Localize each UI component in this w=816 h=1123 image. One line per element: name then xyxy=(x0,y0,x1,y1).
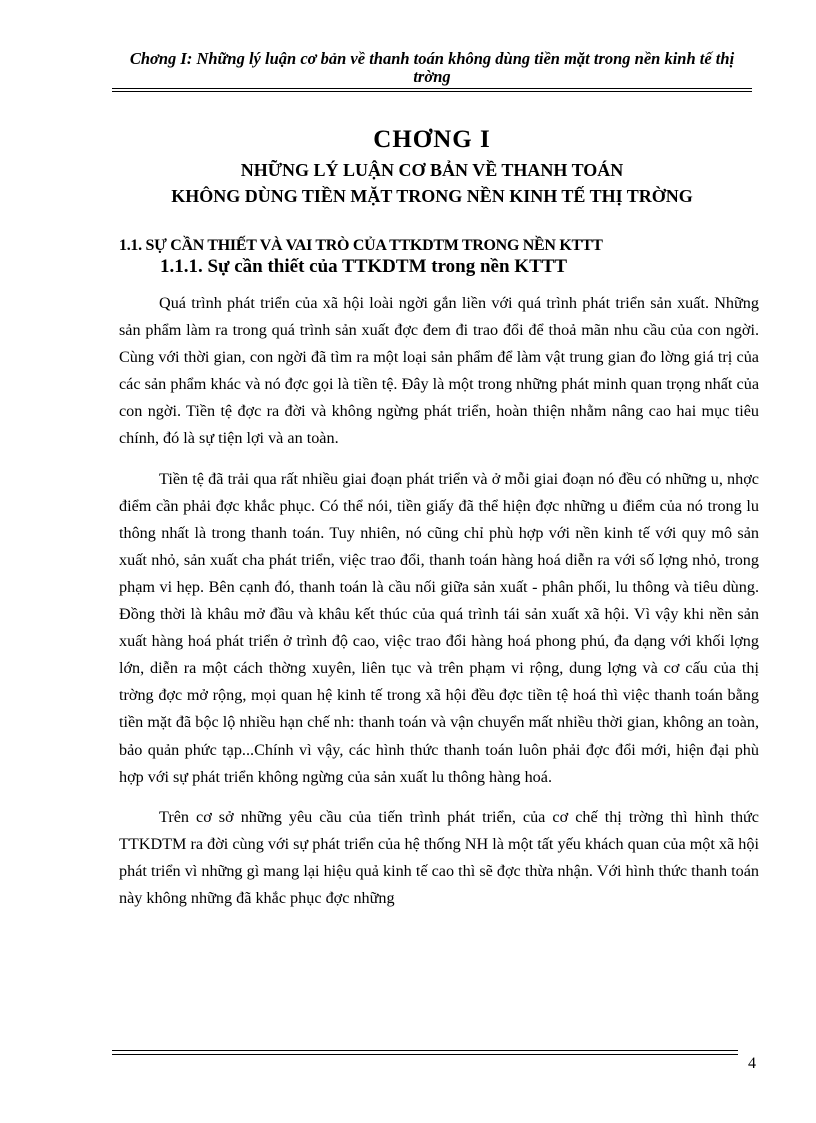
paragraph-2: Tiền tệ đã trải qua rất nhiều giai đoạn phát triển và ở mỗi giai đoạn nó đều có những u, nhợc điểm cần phải đợc khắc phục. Có thể nói, tiền giấy đã thể hiện đợc những u điểm của nó trong lu thông nhất là trong thanh toán. Tuy nhiên, nó cũng chỉ phù hợp với nền kinh tế với quy mô sản xuất nhỏ, sản xuất cha phát triển, việc trao đổi, thanh toán hàng hoá diễn ra với số lợng nhỏ, trong phạm vi hẹp. Bên cạnh đó, thanh toán là cầu nối giữa sản xuất - phân phối, lu thông và tiêu dùng. Đồng thời là khâu mở đầu và khâu kết thúc của quá trình tái sản xuất xã hội. Vì vậy khi nền sản xuất hàng hoá phát triển ở trình độ cao, việc trao đổi hàng hoá phong phú, đa dạng với khối lợng lớn, diễn ra một cách thờng xuyên, liên tục và trên phạm vi rộng, dung lợng và cơ cấu của thị trờng đợc mở rộng, mọi quan hệ kinh tế trong xã hội đều đợc tiền tệ hoá thì việc thanh toán bằng tiền mặt đã bộc lộ nhiều hạn chế nh: thanh toán và vận chuyển mất nhiều thời gian, không an toàn, bảo quản phức tạp...Chính vì vậy, các hình thức thanh toán luôn phải đợc đổi mới, hiện đại phù hợp với sự phát triển không ngừng của sản xuất lu thông hàng hoá. xyxy=(119,469,759,786)
paragraph-1: Quá trình phát triển của xã hội loài ngời gắn liền với quá trình phát triển sản xuất. Những sản phẩm làm ra trong quá trình sản xuất đợc đem đi trao đổi để thoả mãn nhu cầu của con ngời. Cùng với thời gian, con ngời đã tìm ra một loại sản phẩm để làm vật trung gian đo lờng giá trị của các sản phẩm khác và nó đợc gọi là tiền tệ. Đây là một trong những phát minh quan trọng nhất của con ngời. Tiền tệ đợc ra đời và không ngừng phát triển, hoàn thiện nhằm nâng cao hai mục tiêu chính, đó là sự tiện lợi và an toàn. xyxy=(119,294,759,448)
footer-rule-top xyxy=(112,1050,738,1051)
page-number: 4 xyxy=(748,1055,756,1072)
header-rule-bottom xyxy=(112,91,752,92)
chapter-subtitle-line1: NHỮNG LÝ LUẬN CƠ BẢN VỀ THANH TOÁN xyxy=(240,160,624,180)
body-text xyxy=(119,290,759,925)
header-rule-top xyxy=(112,88,752,89)
section-heading: 1.1. SỰ CẦN THIẾT VÀ VAI TRÒ CỦA TTKDTM TRONG NỀN KTTT xyxy=(119,237,603,254)
chapter-subtitle-line2: KHÔNG DÙNG TIỀN MẶT TRONG NỀN KINH TẾ THỊ TRỜNG xyxy=(171,186,693,206)
footer-rule-bottom xyxy=(112,1054,738,1055)
subsection-heading: 1.1.1. Sự cần thiết của TTKDTM trong nền KTTT xyxy=(160,256,568,277)
chapter-title: CHƠNG I xyxy=(373,126,491,153)
paragraph-3: Trên cơ sở những yêu cầu của tiến trình phát triển, của cơ chế thị trờng thì hình thức TTKDTM ra đời cùng với sự phát triển của hệ thống NH là một tất yếu khách quan của một xã hội phát triển vì những gì mang lại hiệu quả kinh tế cao thì sẽ đợc thừa nhận. Với hình thức thanh toán này không những đã khắc phục đợc những xyxy=(119,807,759,907)
running-header: Chơng I: Những lý luận cơ bản về thanh toán không dùng tiền mặt trong nền kinh tế thị trờng xyxy=(129,49,735,86)
